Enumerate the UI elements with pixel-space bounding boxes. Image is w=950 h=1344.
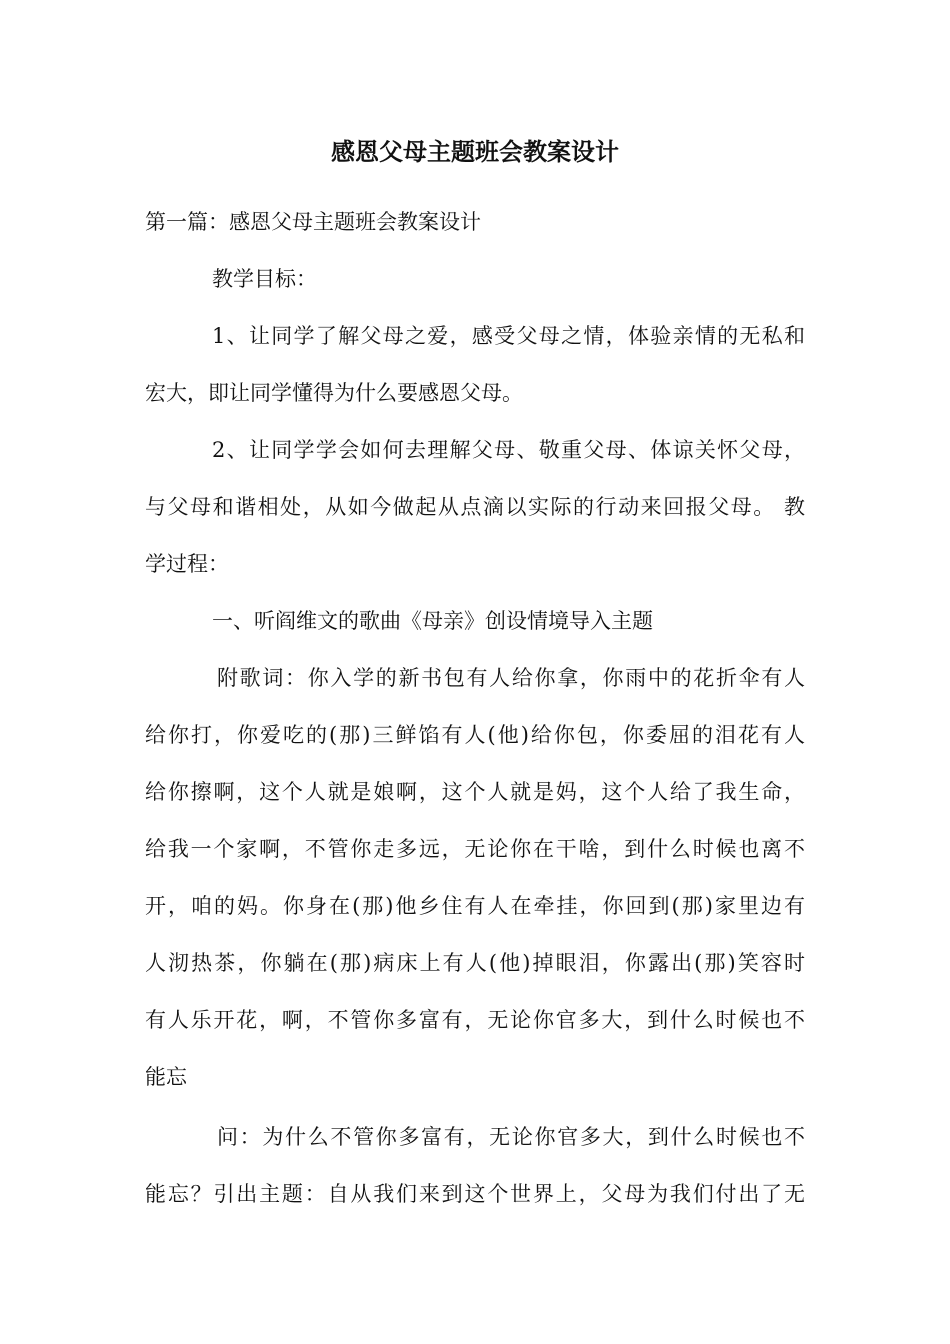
question-line-1: 问：为什么不管你多富有，无论你官多大，到什么时候也不 xyxy=(217,1125,805,1149)
lyrics-line-6: 人沏热茶，你躺在(那)病床上有人(他)掉眼泪，你露出(那)笑容时 xyxy=(145,951,805,975)
objective-1-line-2: 宏大，即让同学懂得为什么要感恩父母。 xyxy=(145,381,523,405)
objective-2-line-2: 与父母和谐相处，从如今做起从点滴以实际的行动来回报父母。 教 xyxy=(145,495,805,519)
lyrics-line-3: 给你擦啊，这个人就是娘啊，这个人就是妈，这个人给了我生命， xyxy=(145,780,805,804)
objectives-label: 教学目标： xyxy=(212,267,317,291)
lyrics-line-5: 开，咱的妈。你身在(那)他乡住有人在牵挂，你回到(那)家里边有 xyxy=(145,894,805,918)
objective-2-line-3: 学过程： xyxy=(145,552,229,576)
objective-1-line-1: 1、让同学了解父母之爱，感受父母之情，体验亲情的无私和 xyxy=(212,324,805,348)
objective-2-line-1: 2、让同学学会如何去理解父母、敬重父母、体谅关怀父母， xyxy=(212,438,805,462)
step-1-heading: 一、听阎维文的歌曲《母亲》创设情境导入主题 xyxy=(212,609,653,633)
lyrics-line-2: 给你打，你爱吃的(那)三鲜馅有人(他)给你包，你委屈的泪花有人 xyxy=(145,723,805,747)
lyrics-line-8: 能忘 xyxy=(145,1065,187,1089)
question-line-2: 能忘？引出主题：自从我们来到这个世界上，父母为我们付出了无 xyxy=(145,1182,805,1206)
section-heading: 第一篇：感恩父母主题班会教案设计 xyxy=(145,210,481,234)
lyrics-line-1: 附歌词：你入学的新书包有人给你拿，你雨中的花折伞有人 xyxy=(217,666,805,690)
lyrics-line-4: 给我一个家啊，不管你走多远，无论你在干啥，到什么时候也离不 xyxy=(145,837,805,861)
document-title: 感恩父母主题班会教案设计 xyxy=(331,137,619,166)
lyrics-line-7: 有人乐开花，啊，不管你多富有，无论你官多大，到什么时候也不 xyxy=(145,1008,805,1032)
